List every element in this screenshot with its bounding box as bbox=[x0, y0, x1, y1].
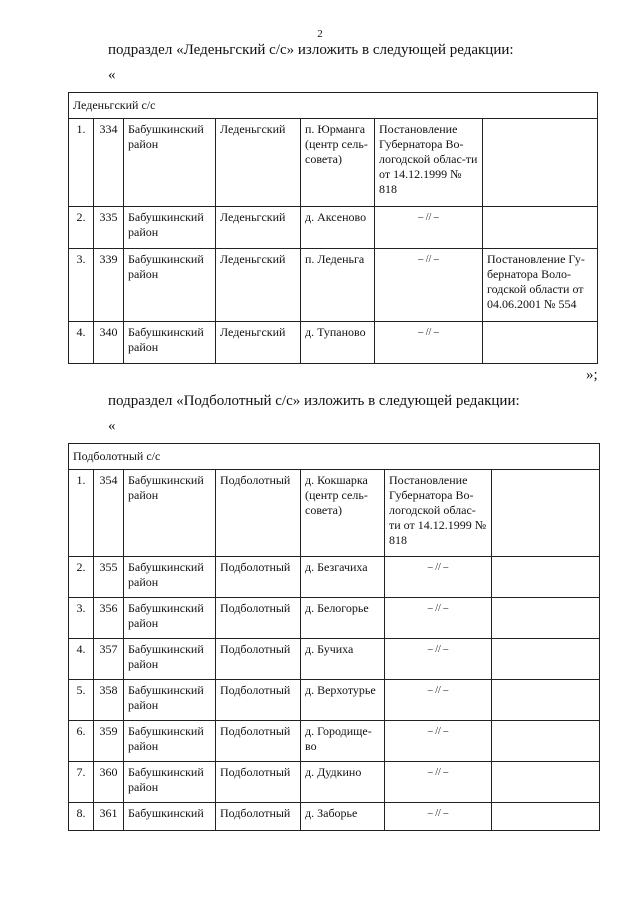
row-id: 340 bbox=[94, 322, 124, 364]
table-row bbox=[69, 207, 598, 249]
row-id: 358 bbox=[94, 680, 124, 721]
district-cell: Бабушкинский район bbox=[124, 249, 216, 322]
row-id: 339 bbox=[94, 249, 124, 322]
document-cell: Постановление Губернатора Во-логодской облас-ти от 14.12.1999 № 818 bbox=[375, 119, 483, 207]
place-cell: д. Верхотурье bbox=[301, 680, 385, 721]
document2-cell bbox=[492, 470, 600, 557]
district-cell: Бабушкинский район bbox=[124, 762, 216, 803]
council-cell: Леденьгский bbox=[216, 119, 301, 207]
row-number: 8. bbox=[69, 803, 94, 831]
district-cell: Бабушкинский район bbox=[124, 470, 216, 557]
row-number: 3. bbox=[69, 598, 94, 639]
row-number: 4. bbox=[69, 322, 94, 364]
place-cell: д. Безгачиха bbox=[301, 557, 385, 598]
place-cell: д. Белогорье bbox=[301, 598, 385, 639]
council-cell: Подболотный bbox=[216, 639, 301, 680]
row-number: 2. bbox=[69, 557, 94, 598]
table-row bbox=[69, 322, 598, 364]
row-id: 357 bbox=[94, 639, 124, 680]
row-number: 1. bbox=[69, 119, 94, 207]
row-id: 360 bbox=[94, 762, 124, 803]
row-number: 5. bbox=[69, 680, 94, 721]
document-cell: – // – bbox=[385, 721, 492, 762]
council-cell: Подболотный bbox=[216, 803, 301, 831]
document2-cell: Постановление Гу-бернатора Воло-годской области от 04.06.2001 № 554 bbox=[483, 249, 598, 322]
row-id: 354 bbox=[94, 470, 124, 557]
document-cell: Постановление Губернатора Во-логодской облас-ти от 14.12.1999 № 818 bbox=[385, 470, 492, 557]
document2-cell bbox=[492, 680, 600, 721]
document-cell: – // – bbox=[385, 598, 492, 639]
row-number: 4. bbox=[69, 639, 94, 680]
document2-cell bbox=[483, 322, 598, 364]
council-cell: Леденьгский bbox=[216, 249, 301, 322]
table-row bbox=[69, 598, 600, 639]
row-id: 361 bbox=[94, 803, 124, 831]
document-cell: – // – bbox=[375, 322, 483, 364]
ledengsky-table bbox=[68, 92, 598, 364]
table-row bbox=[69, 721, 600, 762]
table-section-header: Леденьгский с/с bbox=[69, 93, 598, 119]
document2-cell bbox=[492, 557, 600, 598]
row-number: 7. bbox=[69, 762, 94, 803]
document2-cell bbox=[483, 207, 598, 249]
row-id: 335 bbox=[94, 207, 124, 249]
place-cell: д. Дудкино bbox=[301, 762, 385, 803]
table-row bbox=[69, 119, 598, 207]
document2-cell bbox=[492, 762, 600, 803]
row-id: 359 bbox=[94, 721, 124, 762]
row-number: 3. bbox=[69, 249, 94, 322]
podbolotny-table bbox=[68, 443, 600, 831]
council-cell: Подболотный bbox=[216, 557, 301, 598]
section1-close-quote: »; bbox=[586, 367, 598, 383]
table-row bbox=[69, 803, 600, 831]
row-number: 1. bbox=[69, 470, 94, 557]
table-row bbox=[69, 639, 600, 680]
row-number: 6. bbox=[69, 721, 94, 762]
place-cell: д. Городище-во bbox=[301, 721, 385, 762]
place-cell: д. Кокшарка (центр сель-совета) bbox=[301, 470, 385, 557]
district-cell: Бабушкинский bbox=[124, 803, 216, 831]
district-cell: Бабушкинский район bbox=[124, 119, 216, 207]
council-cell: Подболотный bbox=[216, 721, 301, 762]
place-cell: д. Бучиха bbox=[301, 639, 385, 680]
document2-cell bbox=[492, 598, 600, 639]
district-cell: Бабушкинский район bbox=[124, 207, 216, 249]
council-cell: Леденьгский bbox=[216, 322, 301, 364]
row-id: 334 bbox=[94, 119, 124, 207]
council-cell: Подболотный bbox=[216, 762, 301, 803]
document2-cell bbox=[492, 721, 600, 762]
document2-cell bbox=[492, 803, 600, 831]
place-cell: п. Юрманга (центр сель-совета) bbox=[301, 119, 375, 207]
row-id: 355 bbox=[94, 557, 124, 598]
council-cell: Подболотный bbox=[216, 680, 301, 721]
table-row bbox=[69, 249, 598, 322]
section2-intro: подраздел «Подболотный с/с» изложить в следующей редакции: bbox=[108, 393, 520, 409]
district-cell: Бабушкинский район bbox=[124, 639, 216, 680]
document-cell: – // – bbox=[385, 557, 492, 598]
page-number: 2 bbox=[317, 28, 323, 40]
place-cell: д. Тупаново bbox=[301, 322, 375, 364]
district-cell: Бабушкинский район bbox=[124, 322, 216, 364]
section1-intro: подраздел «Леденьгский с/с» изложить в следующей редакции: bbox=[108, 42, 514, 58]
place-cell: д. Заборье bbox=[301, 803, 385, 831]
document-cell: – // – bbox=[385, 762, 492, 803]
table-row bbox=[69, 762, 600, 803]
section1-open-quote: « bbox=[108, 67, 116, 83]
document-cell: – // – bbox=[385, 680, 492, 721]
council-cell: Подболотный bbox=[216, 470, 301, 557]
row-number: 2. bbox=[69, 207, 94, 249]
table-section-header: Подболотный с/с bbox=[69, 444, 600, 470]
document-cell: – // – bbox=[385, 803, 492, 831]
council-cell: Подболотный bbox=[216, 598, 301, 639]
document-cell: – // – bbox=[375, 207, 483, 249]
district-cell: Бабушкинский район bbox=[124, 680, 216, 721]
document2-cell bbox=[492, 639, 600, 680]
table-row bbox=[69, 680, 600, 721]
document2-cell bbox=[483, 119, 598, 207]
document-cell: – // – bbox=[385, 639, 492, 680]
row-id: 356 bbox=[94, 598, 124, 639]
council-cell: Леденьгский bbox=[216, 207, 301, 249]
district-cell: Бабушкинский район bbox=[124, 721, 216, 762]
place-cell: д. Аксеново bbox=[301, 207, 375, 249]
table-row bbox=[69, 470, 600, 557]
district-cell: Бабушкинский район bbox=[124, 557, 216, 598]
place-cell: п. Леденьга bbox=[301, 249, 375, 322]
section2-open-quote: « bbox=[108, 418, 116, 434]
district-cell: Бабушкинский район bbox=[124, 598, 216, 639]
document-cell: – // – bbox=[375, 249, 483, 322]
table-row bbox=[69, 557, 600, 598]
